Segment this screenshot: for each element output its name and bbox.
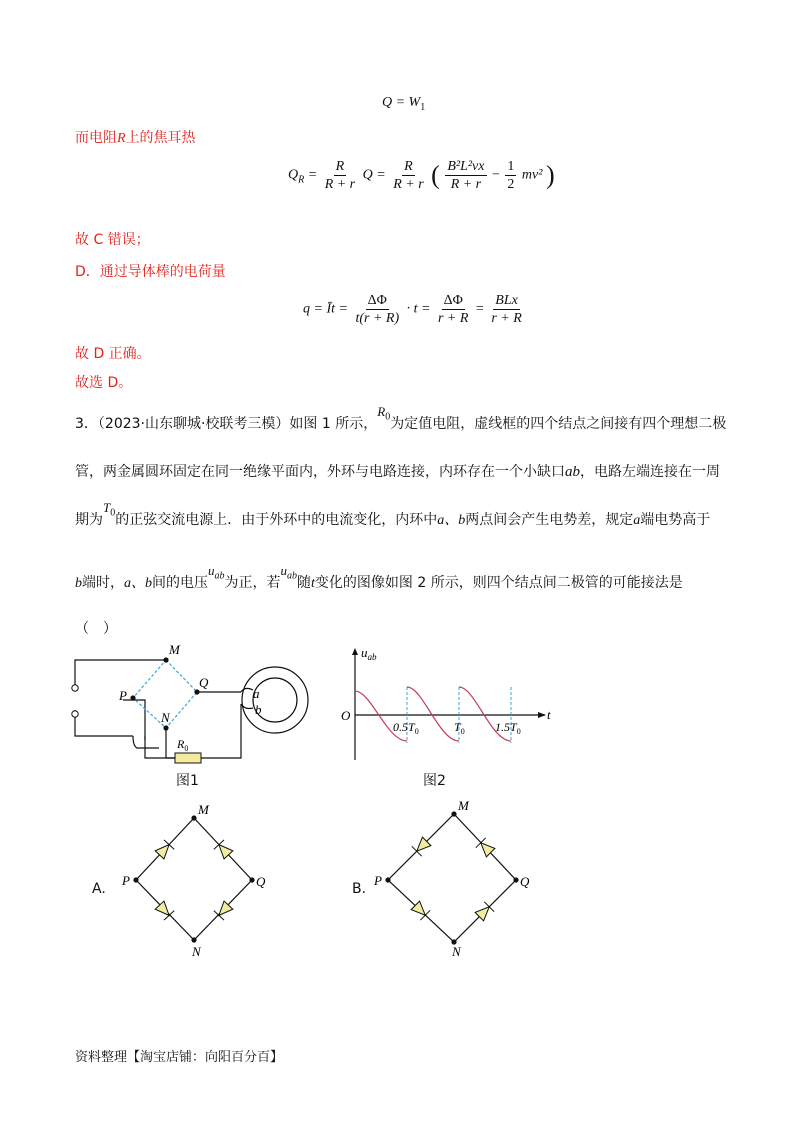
fig1-label-a: a: [253, 686, 260, 701]
opt-b-p: P: [374, 873, 382, 888]
option-a-diagram[interactable]: [110, 800, 280, 960]
opt-b-m: M: [458, 798, 469, 813]
opt-a-q: Q: [256, 874, 266, 889]
option-a-label[interactable]: A.: [92, 881, 106, 897]
choose-line: 故选 D。: [75, 375, 133, 391]
figure-1-caption: 图1: [176, 773, 199, 789]
option-b-label[interactable]: B.: [352, 881, 367, 897]
figure-1-circuit: [65, 640, 315, 790]
d-title-line: D．通过导体棒的电荷量: [75, 264, 226, 280]
fig2-tick-onehalf: $1.5T_0$: [495, 720, 521, 736]
option-b-diagram[interactable]: [370, 796, 540, 956]
figure-2-waveform: [335, 645, 560, 765]
opt-a-n: N: [192, 944, 201, 959]
q3-line3: 期为$T_0$的正弦交流电源上．由于外环中的电流变化，内环中a、b两点间会产生电势差，规定a端电势高于: [75, 500, 711, 528]
fig2-origin: O: [341, 708, 351, 723]
fig1-label-q: Q: [199, 675, 209, 690]
equation-charge: q = Īt = $\frac{\Delta\Phi}{t(r + R)}$ · t = $\frac{\Delta\Phi}{r + R}$ = $\frac{\text{BLx}}{r + R}$: [303, 293, 522, 326]
fig2-tick-half: $0.5T_0$: [393, 720, 419, 736]
fig1-label-p: P: [119, 688, 127, 703]
equation-q-w1: $Q = W_1$: [382, 95, 426, 113]
fig2-xlabel: t: [547, 707, 551, 722]
joule-heat-line: 而电阻R上的焦耳热: [75, 130, 196, 146]
opt-b-n: N: [452, 944, 461, 956]
fig2-ylabel: $u_{ab}$: [361, 645, 377, 662]
footer-source: 资料整理【淘宝店铺：向阳百分百】: [75, 1050, 284, 1065]
fig1-label-b: b: [255, 702, 262, 717]
resistor-r0: [175, 753, 201, 763]
figure-2-caption: 图2: [423, 773, 446, 789]
opt-a-m: M: [198, 802, 209, 817]
opt-b-q: Q: [520, 874, 530, 889]
fig2-tick-one: $T_0$: [454, 720, 465, 736]
equation-qr: $Q_R$ = $\frac{R}{R + r}$ Q = $\frac{R}{R + r}$ ( $\frac{\text{B²L²vx}}{R + r}$ − $\frac{1}{2}$ mv² ): [288, 159, 555, 192]
opt-a-p: P: [122, 873, 130, 888]
d-correct-line: 故 D 正确。: [75, 346, 151, 362]
c-wrong-line: 故 C 错误；: [75, 232, 150, 248]
waveform-curve: [355, 687, 511, 741]
fig1-label-r0: $R_0$: [177, 737, 189, 753]
fig1-label-n: N: [161, 710, 170, 725]
answer-blank: （ ）: [75, 621, 117, 637]
q3-line1: 3．（2023·山东聊城·校联考三模）如图 1 所示，$R_0$为定值电阻，虚线框的四个结点之间接有四个理想二极: [75, 404, 727, 432]
fig1-label-m: M: [169, 642, 180, 657]
q3-line4: b端时，a、b间的电压$u_{ab}$为正，若$u_{ab}$随t变化的图像如图 2 所示，则四个结点间二极管的可能接法是: [75, 563, 683, 591]
q3-line2: 管，两金属圆环固定在同一绝缘平面内，外环与电路连接，内环存在一个小缺口ab，电路左端连接在一周: [75, 464, 720, 480]
